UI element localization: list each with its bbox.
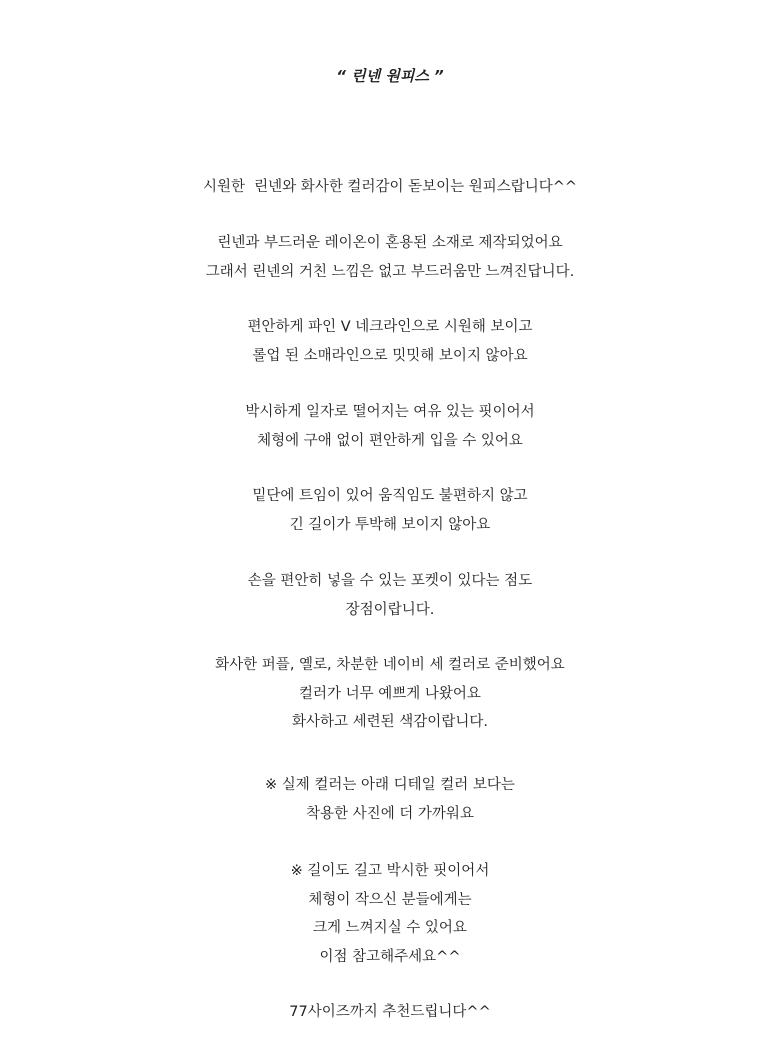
paragraph-pocket [0,567,780,624]
note-size [0,857,780,972]
paragraph-line: 화사하고 세련된 색감이랍니다. [292,714,488,731]
paragraph-line: 착용한 사진에 더 가까워요 [306,805,474,822]
paragraph-line: 그래서 린넨의 거친 느낌은 없고 부드러움만 느껴진답니다. [205,263,575,280]
paragraph-recommendation [0,998,780,1027]
paragraph-line: 밑단에 트임이 있어 움직임도 불편하지 않고 [252,488,528,504]
paragraph-hem [0,482,780,539]
paragraph-intro [0,173,780,202]
paragraph-line: 체형이 작으신 분들에게는 [308,891,472,908]
paragraph-line: 손을 편안히 넣을 수 있는 포켓이 있다는 점도 [247,573,533,589]
paragraph-line: 시원한 린넨와 화사한 컬러감이 돋보이는 원피스랍니다^^ [202,179,578,195]
paragraph-neckline [0,313,780,370]
paragraph-line: 편안하게 파인 V 네크라인으로 시원해 보이고 [247,319,533,335]
paragraph-line: 크게 느껴지실 수 있어요 [313,920,467,937]
paragraph-line: 77사이즈까지 추천드립니다^^ [289,1004,491,1020]
product-title: “ 린넨 원피스 ” [336,67,444,85]
paragraph-fit [0,398,780,455]
paragraph-colors [0,651,780,737]
paragraph-line: 체형에 구애 없이 편안하게 입을 수 있어요 [257,432,523,449]
paragraph-line: 롤업 된 소매라인으로 밋밋해 보이지 않아요 [252,347,528,364]
paragraph-line: ※ 길이도 길고 박시한 핏이어서 [290,863,490,879]
paragraph-line: 박시하게 일자로 떨어지는 여유 있는 핏이어서 [245,404,535,420]
paragraph-line: 장점이랍니다. [345,601,435,618]
paragraph-line: 이점 참고해주세요^^ [319,949,461,966]
note-color [0,771,780,828]
paragraph-line: 린넨과 부드러운 레이온이 혼용된 소재로 제작되었어요 [217,235,563,251]
paragraph-fabric [0,229,780,286]
paragraph-line: 컬러가 너무 예쁘게 나왔어요 [299,685,481,702]
paragraph-line: ※ 실제 컬러는 아래 디테일 컬러 보다는 [265,777,515,793]
paragraph-line: 화사한 퍼플, 옐로, 차분한 네이비 세 컬러로 준비했어요 [215,657,565,673]
paragraph-line: 긴 길이가 투박해 보이지 않아요 [289,516,491,533]
